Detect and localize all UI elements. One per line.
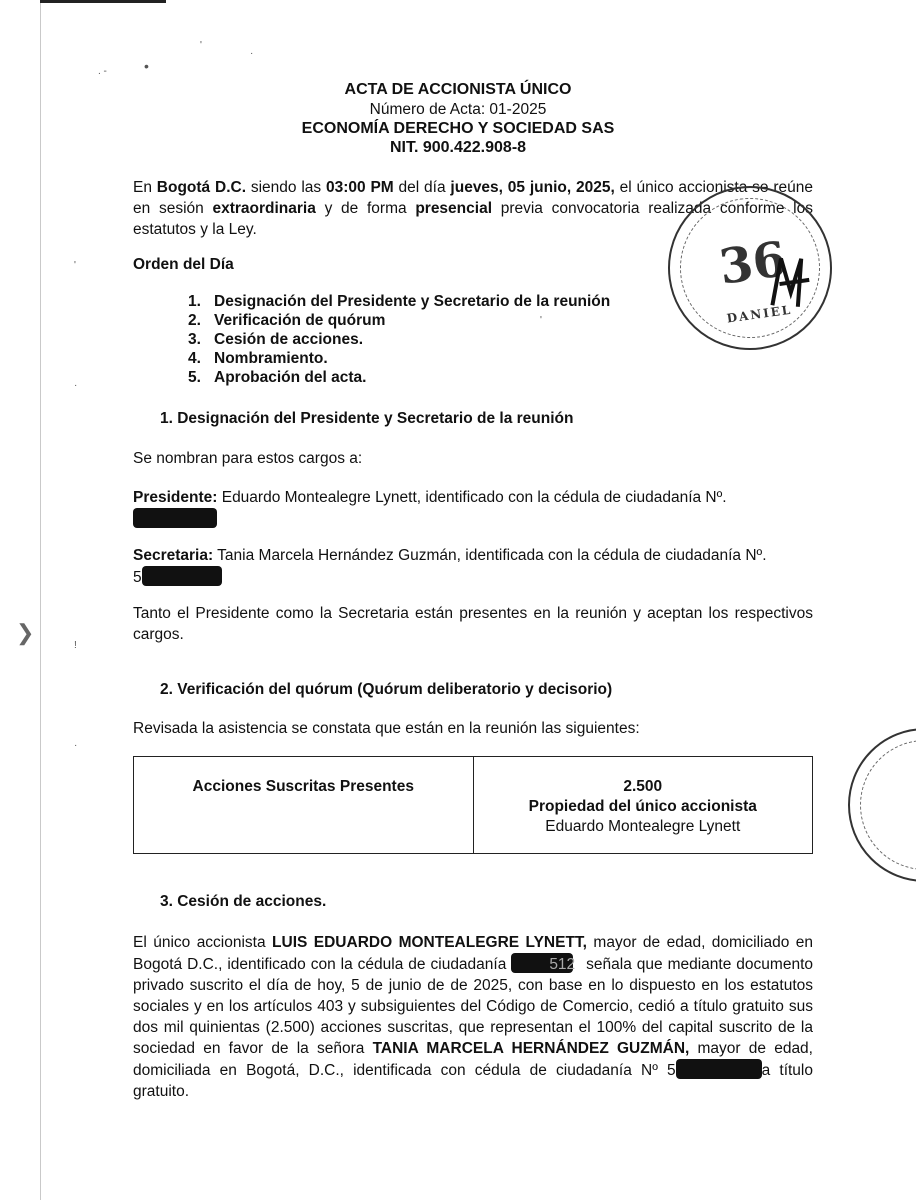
chevron-right-icon[interactable]: ❯ [16, 620, 35, 645]
document-title: ACTA DE ACCIONISTA ÚNICO [344, 81, 572, 98]
agenda-item: 5. Aprobación del acta. [188, 369, 367, 386]
signature-mark [760, 249, 818, 315]
stamp-word: DANIEL [725, 302, 794, 326]
agenda-item: 4. Nombramiento. [188, 350, 328, 367]
shares-count: 2.500 [623, 778, 663, 795]
redacted-id [133, 508, 217, 528]
owner-line: Propiedad del único accionista [528, 798, 757, 815]
agenda-item: 2. Verificación de quórum [188, 312, 386, 329]
intro-paragraph: En Bogotá D.C. siendo las 03:00 PM del día jueves, 05 junio, 2025, el único accionista se reúne en sesión extraordinaria y de forma presencial previa convocatoria realizada conforme los estatutos y la Ley. [133, 179, 814, 238]
table-row [134, 757, 813, 854]
section1-heading: 1. Designación del Presidente y Secretario de la reunión [160, 410, 574, 427]
agenda-item: 1. Designación del Presidente y Secretario de la reunión [188, 293, 611, 310]
agenda-item: 3. Cesión de acciones. [188, 331, 364, 348]
owner-name: Eduardo Montealegre Lynett [545, 818, 741, 835]
stamp-number: 36 [715, 231, 790, 296]
section3-heading: 3. Cesión de acciones. [160, 893, 327, 910]
table-label-cell: Acciones Suscritas Presentes [134, 757, 474, 854]
section2-heading: 2. Verificación del quórum (Quórum deliberatorio y decisorio) [160, 681, 613, 698]
agenda-heading: Orden del Día [133, 256, 234, 273]
company-nit: NIT. 900.422.908-8 [389, 139, 527, 156]
table-value-cell [473, 757, 813, 854]
secretary-paragraph: Secretaria: Tania Marcela Hernández Guzmán, identificada con la cédula de ciudadanía Nº. 5 [133, 547, 767, 586]
redacted-id [676, 1059, 762, 1079]
notary-stamp-partial [848, 728, 916, 882]
company-name: ECONOMÍA DERECHO Y SOCIEDAD SAS [301, 120, 615, 137]
document-page: ACTA DE ACCIONISTA ÚNICO Número de Acta: 01-2025 ECONOMÍA DERECHO Y SOCIEDAD SAS NIT. 900.422.908-8 En Bogotá D.C. siendo las 03:00 PM del día jueves, 05 junio, 2025, el único accionista se reúne en sesión extraordinaria y de forma presencial previa convocatoria realizada conforme los estatutos y la Ley. Orden del Día 1. Designación del Presidente y Secretario de la reunión 2. Verificación de quórum 3. Cesión de acciones. 4. Nombramiento. 5. Aprobación del acta. 1. Designación del Presidente y Secretario de la reunión Se nombran para estos cargos a: Presidente: Eduardo Montealegre Lynett, identificado con la cédula de ciudadanía Nº. Secretaria: Tania Marcela Hernández Guzmán, identificada con la cédula de ciudadanía Nº. 5 Tanto el Presidente como la Secretaria están presentes en la reunión y aceptan los respectivos cargos. 2. Verificación del quórum (Quórum deliberatorio y decisorio) Revisada la asistencia se constata que están en la reunión las siguientes: Acciones Suscritas Presentes 2.500 Propiedad del único accionista Eduardo Montealegre Lynett 3. Cesión de acciones. El único accionista LUIS EDUARDO MONTEALEGRE LYNETT, mayor de edad, domiciliado en Bogotá D.C., identificado con la cédula de ciudadanía 512 señala que mediante documento privado suscrito el día de hoy, 5 de junio de de 2025, con base en lo dispuesto en los estatutos sociales y en los artículos 403 y subsiguientes del Código de Comercio, cedió a título gratuito sus dos mil quinientas (2.500) acciones suscritas, que representan el 100% del capital suscrito de la sociedad en favor de la señora TANIA MARCELA HERNÁNDEZ GUZMÁN, mayor de edad, domiciliada en Bogotá, D.C., identificada con cédula de ciudadanía Nº 5 a título gratuito. 36 DANIEL . - • ' · ' · ! · ' [0, 0, 916, 1200]
section1-intro: Se nombran para estos cargos a: [133, 450, 363, 467]
section3-paragraph: El único accionista LUIS EDUARDO MONTEALEGRE LYNETT, mayor de edad, domiciliado en Bogotá D.C., identificado con la cédula de ciudadanía 512 señala que mediante documento privado suscrito el día de hoy, 5 de junio de de 2025, con base en lo dispuesto en los estatutos sociales y en los artículos 403 y subsiguientes del Código de Comercio, cedió a título gratuito sus dos mil quinientas (2.500) acciones suscritas, que representan el 100% del capital suscrito de la sociedad en favor de la señora TANIA MARCELA HERNÁNDEZ GUZMÁN, mayor de edad, domiciliada en Bogotá, D.C., identificada con cédula de ciudadanía Nº 5 a título gratuito. [133, 934, 813, 1100]
agenda-list [188, 292, 610, 387]
section2-intro: Revisada la asistencia se constata que están en la reunión las siguientes: [133, 720, 640, 737]
attendance-table [133, 756, 813, 854]
president-paragraph: Presidente: Eduardo Montealegre Lynett, identificado con la cédula de ciudadanía Nº. [133, 487, 813, 530]
redacted-id [142, 566, 222, 586]
section1-closing: Tanto el Presidente como la Secretaria están presentes en la reunión y aceptan los respectivos cargos. [133, 605, 813, 643]
acta-number: Número de Acta: 01-2025 [369, 101, 547, 118]
